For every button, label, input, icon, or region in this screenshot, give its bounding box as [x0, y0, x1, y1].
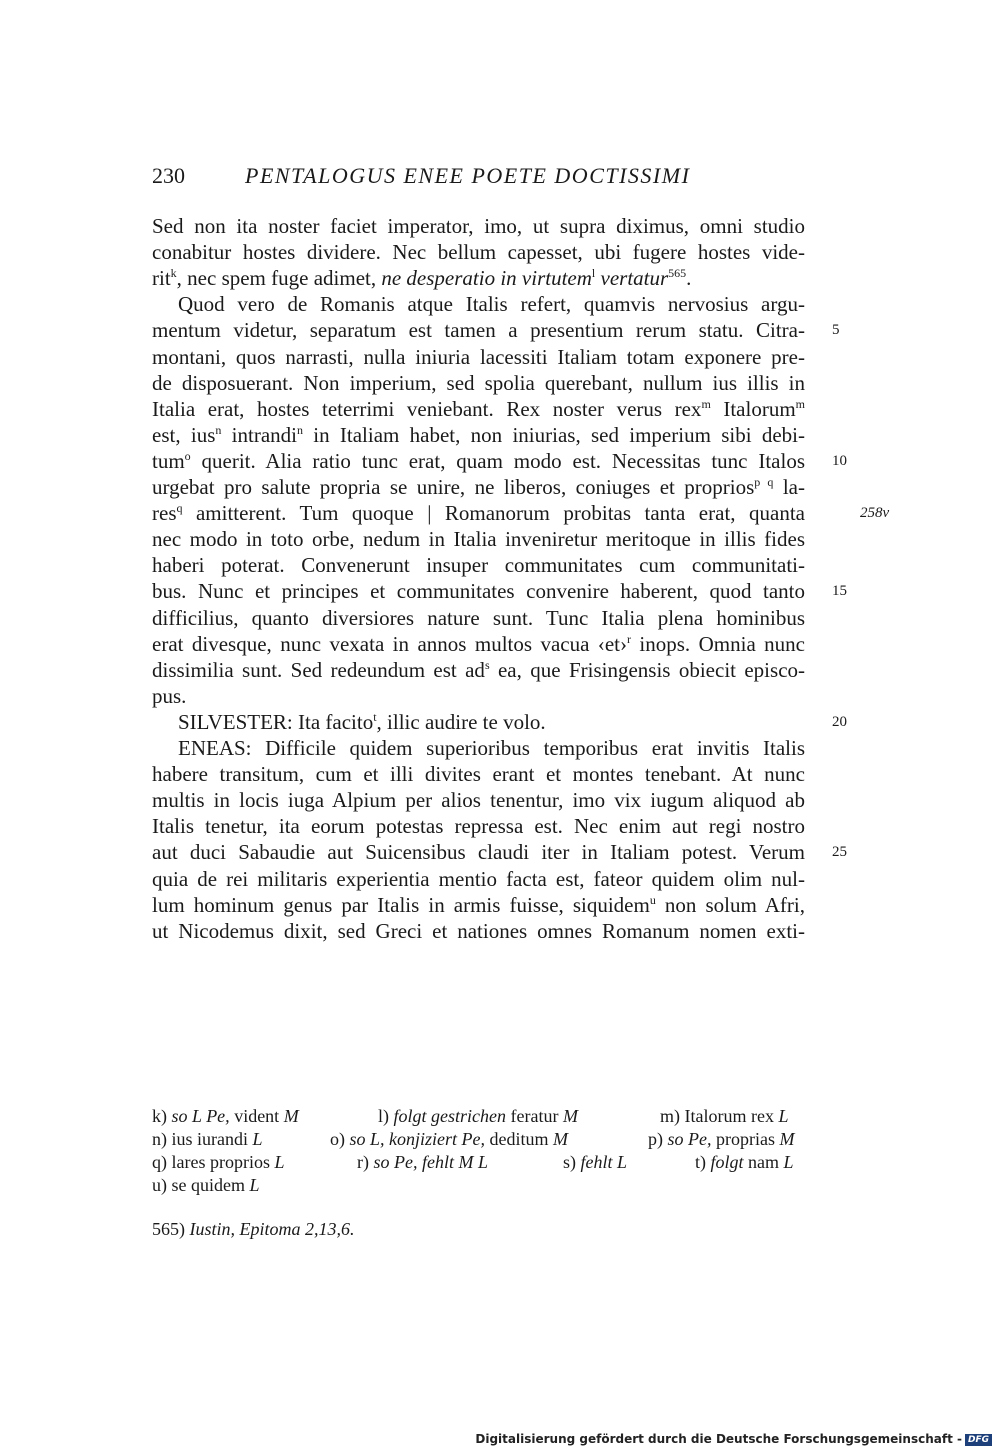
text-line: SILVESTER: Ita facito$^t$, illic audire te volo.	[178, 709, 546, 734]
footnote-marker: m	[701, 396, 711, 411]
line-number: 25	[832, 844, 847, 861]
italic-text: L	[783, 1152, 794, 1172]
italic-text: Iustin, Epitoma 2,13,6.	[189, 1219, 355, 1239]
italic-text: fehlt L	[580, 1152, 628, 1172]
footnote-marker: n	[296, 422, 303, 437]
text-line: multis in locis iuga Alpium per alios tenentur, imo vix iugum aliquod ab	[152, 788, 805, 813]
text-line: ENEAS: Difficile quidem superioribus temporibus erat invitis Italis	[178, 736, 805, 760]
text-line: ut Nicodemus dixit, sed Greci et nationes omnes Romanum nomen exti-	[152, 918, 805, 943]
text-line: pus.	[152, 683, 187, 708]
apparatus-entry: r) so Pe, fehlt M L	[357, 1152, 488, 1172]
line-number: 10	[832, 452, 847, 469]
footnote-marker: s	[484, 657, 490, 672]
source-footnote: 565) Iustin, Epitoma 2,13,6.	[152, 1219, 355, 1239]
italic-text: M	[779, 1129, 795, 1149]
text-line: nec modo in toto orbe, nedum in Italia inveniretur meritoque in illis fides	[152, 527, 805, 552]
text-line: dissimilia sunt. Sed redeundum est $ad^s$ ea, que Frisingensis obiecit episco-	[152, 657, 806, 682]
line-number: 20	[832, 713, 847, 730]
dfg-credit	[475, 1432, 992, 1446]
text-line: Italis tenetur, ita eorum potestas repressa est. Nec enim aut regi nostro	[152, 814, 805, 839]
apparatus-entry: t) folgt nam L	[695, 1152, 794, 1172]
text-line: rit$^k$, nec spem fuge adimet, ne desperatio in virtutem$^l$ vertatur$^{565}$.	[152, 266, 692, 291]
footnote-marker: r	[627, 631, 631, 646]
text-line: habere transitum, cum et illi divites erant et montes tenebant. At nunc	[152, 762, 805, 787]
footnote-marker: n	[215, 422, 222, 437]
text-line: res$^q$ amitterent. Tum quoque | Romanorum probitas tanta erat, quanta	[152, 501, 805, 526]
footnote-marker: q	[176, 501, 183, 516]
italic-text: folgt	[710, 1152, 744, 1172]
italic-text: M	[553, 1129, 568, 1149]
apparatus-entry: l) folgt gestrichen feratur M	[378, 1106, 578, 1126]
apparatus-entry: u) se quidem L	[152, 1175, 260, 1195]
text-line: lum hominum genus par Italis in armis fuisse, siquidem$^u$ non solum Afri,	[152, 892, 806, 917]
italic-text: folgt gestrichen	[393, 1106, 506, 1126]
page-number: 230	[152, 163, 185, 188]
text-line: Italia erat, hostes teterrimi veniebant. Rex noster verus rex$^m$ Italorum$^m$	[152, 396, 805, 421]
dfg-credit-text: Digitalisierung gefördert durch die Deutsche Forschungsgemeinschaft -	[475, 1432, 962, 1446]
italic-text: so Pe, fehlt M L	[373, 1152, 488, 1172]
footnote-marker: p q	[754, 475, 774, 489]
folio-marker: 258v	[860, 505, 890, 522]
text-line: haberi poterat. Convenerunt insuper communitates cum communitati-	[152, 553, 805, 578]
footnote-marker: l	[591, 266, 596, 281]
apparatus-entry: o) so L, konjiziert Pe, deditum M	[330, 1129, 568, 1149]
italic-text: so L, konjiziert Pe,	[349, 1129, 485, 1149]
line-number: 5	[832, 322, 840, 339]
italic-text: L	[778, 1106, 789, 1126]
text-line: difficilius, quanto diversiores nature sunt. Tunc Italia plena hominibus	[152, 605, 805, 630]
text-line: montani, quos narrasti, nulla iniuria lacessiti Italiam totam exponere pre-	[152, 344, 805, 369]
footnote-marker: u	[649, 892, 656, 907]
text-line: Quod vero de Romanis atque Italis refert, quamvis nervosius argu-	[178, 292, 805, 317]
dfg-logo: DFG	[965, 1434, 992, 1446]
footnote-marker: k	[170, 266, 177, 281]
italic-text: M	[562, 1106, 578, 1126]
line-number: 15	[832, 583, 847, 600]
text-line: est, ius$^n$ intrandi$^n$ in Italiam habet, non iniurias, sed imperium sibi debi-	[152, 422, 805, 447]
apparatus-entry: n) ius iurandi L	[152, 1129, 263, 1149]
italic-text: L	[249, 1175, 260, 1195]
running-title: PENTALOGUS ENEE POETE DOCTISSIMI	[245, 163, 691, 188]
apparatus-entry: k) so L Pe, vident M	[152, 1106, 299, 1126]
footnote-marker: m	[795, 396, 805, 411]
italic-text: vertatur	[600, 266, 669, 291]
italic-text: L	[274, 1152, 285, 1172]
text-line: conabitur hostes dividere. Nec bellum capesset, ubi fugere hostes vide-	[152, 240, 805, 265]
text-line: de disposuerant. Non imperium, sed spolia querebant, nullum ius illis in	[152, 370, 805, 395]
text-line: Sed non ita noster faciet imperator, imo, ut supra diximus, omni studio	[152, 214, 805, 238]
apparatus-entry: m) Italorum rex L	[660, 1106, 789, 1126]
apparatus-entry: q) lares proprios L	[152, 1152, 285, 1172]
text-line: erat divesque, nunc vexata in annos multos vacua ‹et›$^r$ inops. Omnia nunc	[152, 631, 806, 656]
text-line: mentum videtur, separatum est tamen a presentium rerum statu. Citra-	[152, 318, 805, 343]
italic-text: L	[252, 1129, 263, 1149]
footnote-marker: o	[184, 448, 191, 463]
text-line: aut duci Sabaudie aut Suicensibus claudi iter in Italiam potest. Verum	[152, 840, 805, 865]
italic-text: ne desperatio in virtutem	[381, 266, 592, 291]
apparatus-entry: p) so Pe, proprias M	[648, 1129, 795, 1149]
footnote-marker: t	[373, 709, 377, 724]
apparatus-entry: s) fehlt L	[563, 1152, 628, 1172]
italic-text: so Pe,	[667, 1129, 712, 1149]
italic-text: M	[283, 1106, 299, 1126]
text-line: tum$^o$ querit. Alia ratio tunc erat, quam modo est. Necessitas tunc Italos	[152, 448, 805, 473]
footnote-marker: 565	[668, 266, 687, 281]
text-line: bus. Nunc et principes et communitates convenire haberent, quod tanto	[152, 579, 805, 604]
italic-text: so L Pe,	[171, 1106, 230, 1126]
text-line: quia de rei militaris experientia mentio facta est, fateor quidem olim nul-	[152, 866, 805, 891]
text-line: urgebat pro salute propria se unire, ne liberos, coniuges et proprios$^{p q}$ la-	[152, 475, 805, 499]
